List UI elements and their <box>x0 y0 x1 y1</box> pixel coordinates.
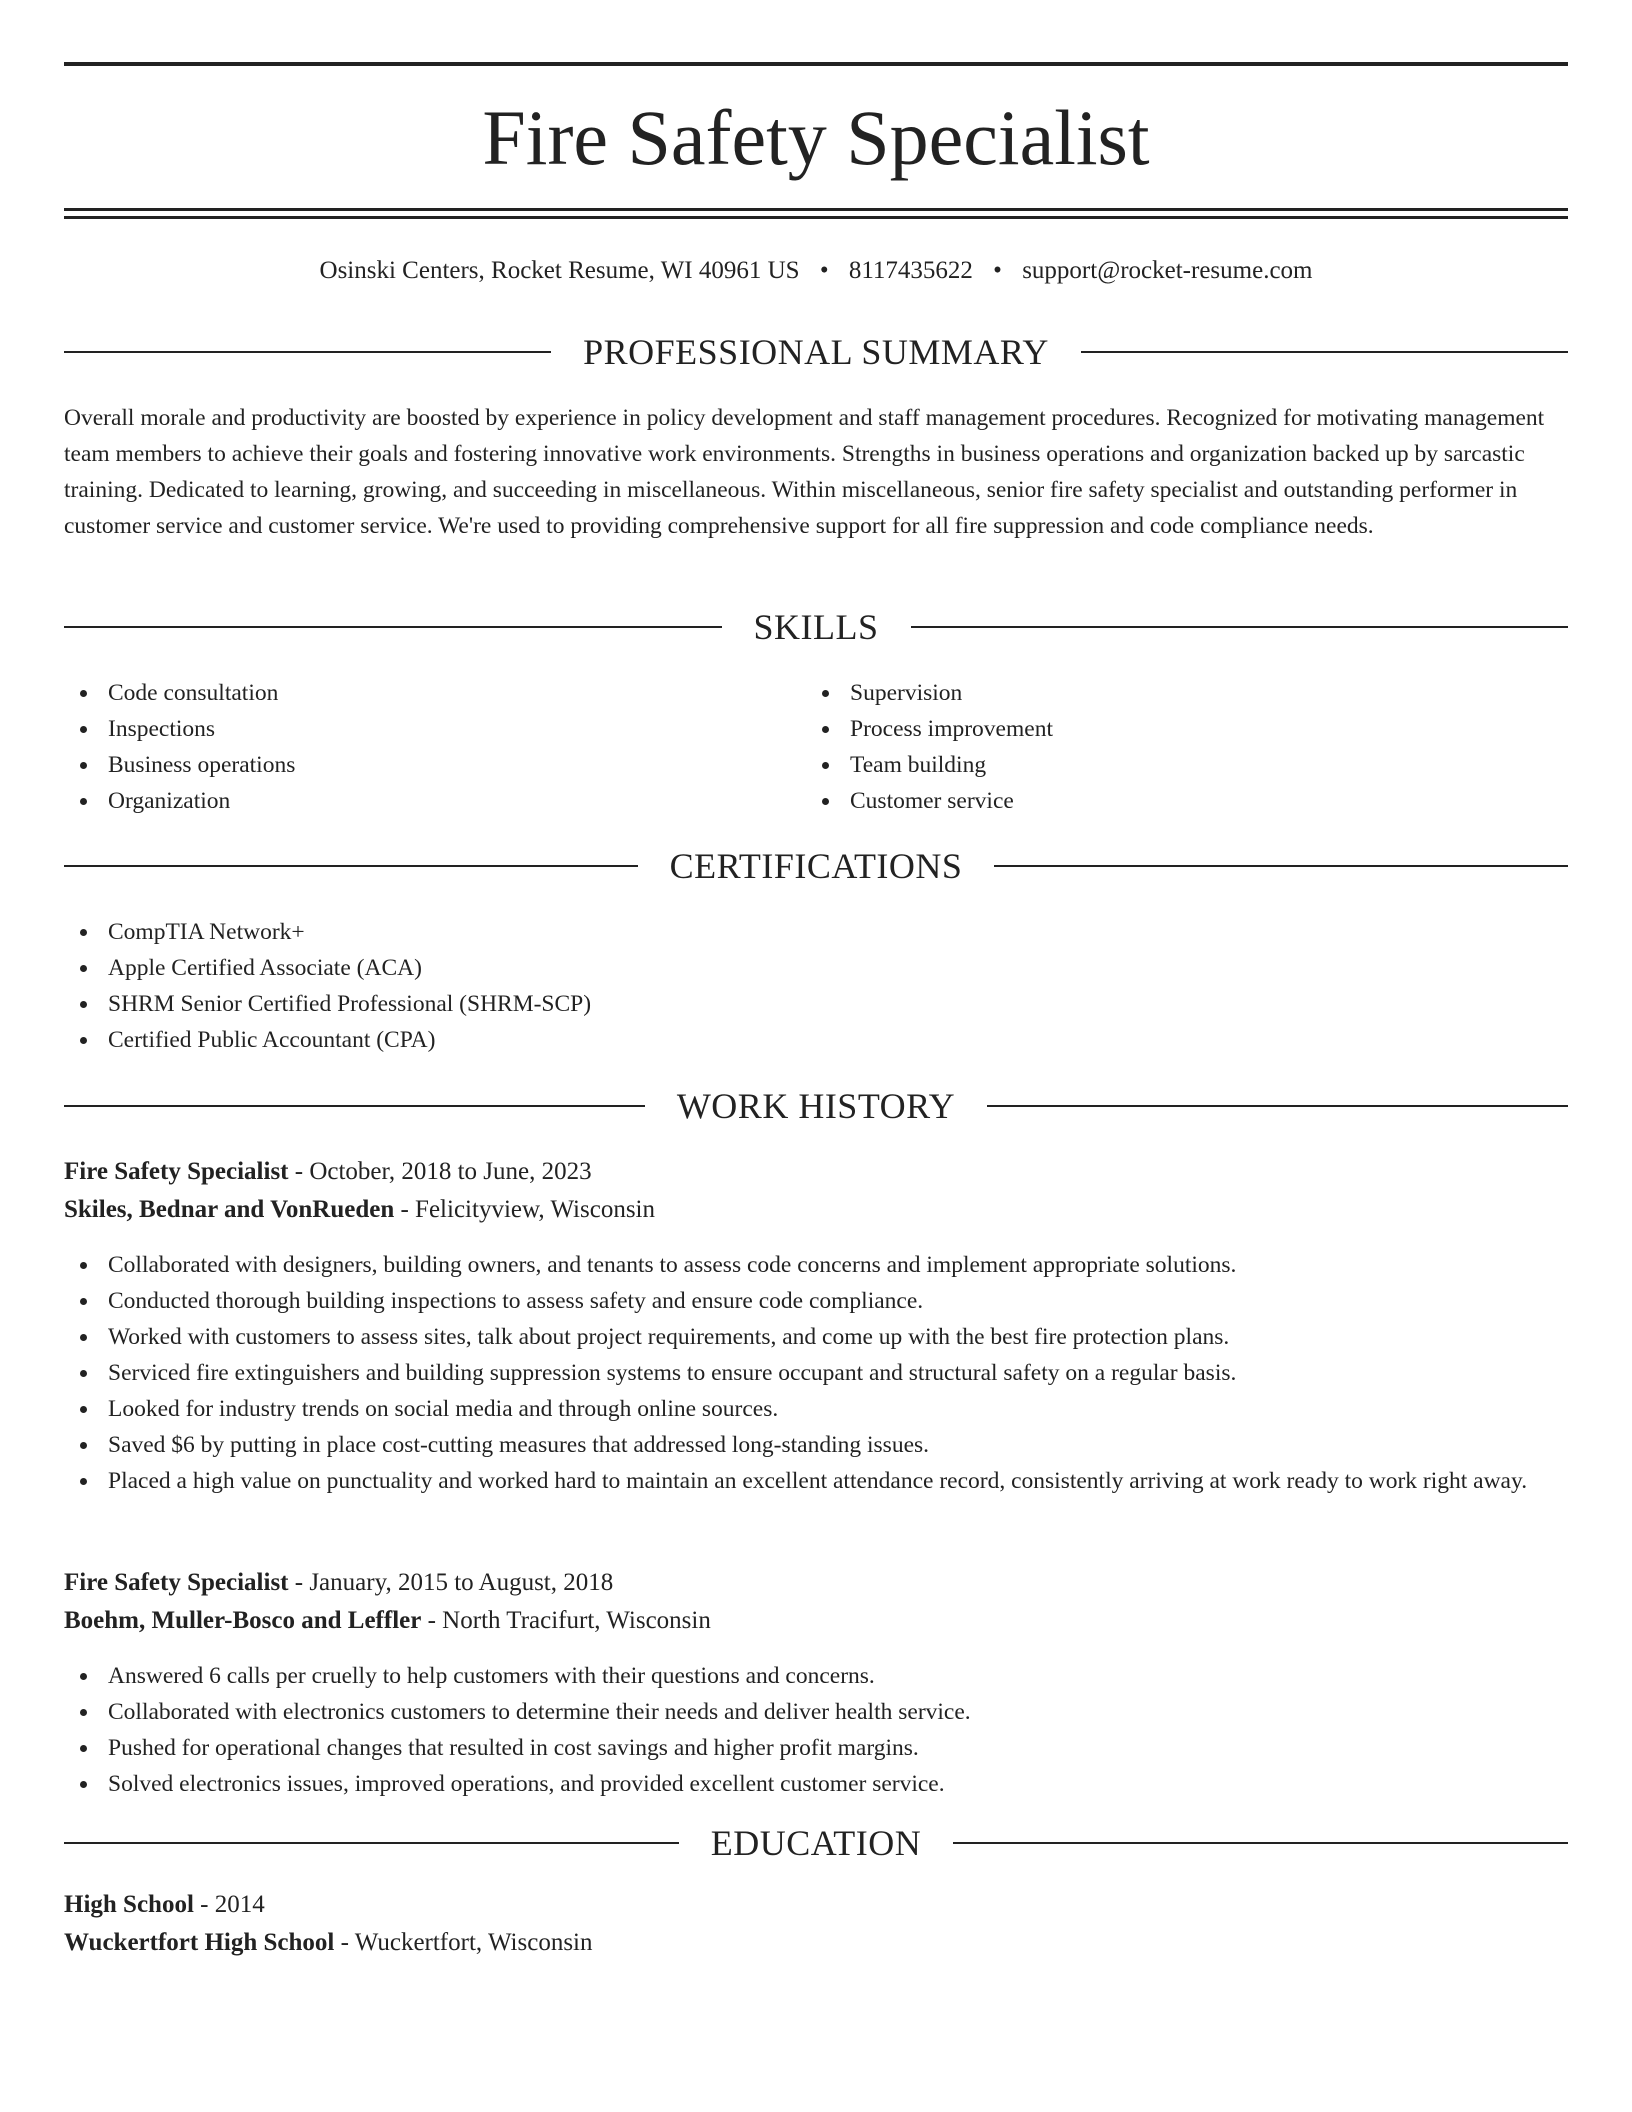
heading-rule <box>987 1105 1568 1107</box>
skill-item: Code consultation <box>64 675 764 711</box>
job-company-line <box>64 1602 1568 1640</box>
job-title-line <box>64 1564 1568 1602</box>
job-dates: - October, 2018 to June, 2023 <box>288 1158 592 1185</box>
heading-label: SKILLS <box>753 607 879 647</box>
job-bullet: Worked with customers to assess sites, talk about project requirements, and come up with the best fire protection plans. <box>64 1319 1568 1355</box>
skills-list-right <box>806 675 1506 819</box>
job-bullet: Answered 6 calls per cruelly to help customers with their questions and concerns. <box>64 1658 1568 1694</box>
job-bullet: Collaborated with electronics customers to determine their needs and deliver health service. <box>64 1694 1568 1730</box>
certification-item: SHRM Senior Certified Professional (SHRM-SCP) <box>64 986 1568 1022</box>
job-bullet: Placed a high value on punctuality and worked hard to maintain an excellent attendance record, consistently arriving at work ready to work right away. <box>64 1463 1568 1499</box>
section-heading-summary <box>64 330 1568 374</box>
skill-item: Team building <box>806 747 1506 783</box>
education-degree-line <box>64 1886 1568 1924</box>
heading-rule <box>64 351 551 353</box>
heading-label: CERTIFICATIONS <box>669 846 963 886</box>
job-title: Fire Safety Specialist <box>64 1158 289 1185</box>
job-bullet: Pushed for operational changes that resulted in cost savings and higher profit margins. <box>64 1730 1568 1766</box>
job-title-line <box>64 1153 1568 1191</box>
section-heading-certifications <box>64 844 1568 888</box>
heading-label: WORK HISTORY <box>676 1086 956 1126</box>
job-bullet: Collaborated with designers, building owners, and tenants to assess code concerns and implement appropriate solutions. <box>64 1247 1568 1283</box>
job-bullets <box>64 1247 1568 1499</box>
heading-rule <box>953 1842 1568 1844</box>
job-company-line <box>64 1191 1568 1229</box>
job-entry <box>64 1564 1568 1640</box>
heading-label: PROFESSIONAL SUMMARY <box>583 332 1049 372</box>
skill-item: Business operations <box>64 747 764 783</box>
section-heading-work-history <box>64 1084 1568 1128</box>
job-location: - Felicityview, Wisconsin <box>394 1196 656 1223</box>
job-bullets <box>64 1658 1568 1802</box>
education-school: Wuckertfort High School <box>64 1929 335 1956</box>
job-entry <box>64 1153 1568 1229</box>
contact-separator: • <box>819 257 829 284</box>
header-top-rule <box>64 62 1568 66</box>
education-location: - Wuckertfort, Wisconsin <box>334 1929 593 1956</box>
certification-item: CompTIA Network+ <box>64 914 1568 950</box>
job-company: Skiles, Bednar and VonRueden <box>64 1196 395 1223</box>
skill-item: Organization <box>64 783 764 819</box>
heading-rule <box>1081 351 1568 353</box>
section-heading-skills <box>64 605 1568 649</box>
skill-item: Supervision <box>806 675 1506 711</box>
resume-title: Fire Safety Specialist <box>482 94 1150 181</box>
job-bullet: Looked for industry trends on social media and through online sources. <box>64 1391 1568 1427</box>
job-bullet: Saved $6 by putting in place cost-cutting measures that addressed long-standing issues. <box>64 1427 1568 1463</box>
heading-rule <box>64 1842 679 1844</box>
contact-address: Osinski Centers, Rocket Resume, WI 40961 US <box>319 257 800 284</box>
job-company: Boehm, Muller-Bosco and Leffler <box>64 1607 422 1634</box>
heading-rule <box>64 865 638 867</box>
skill-item: Customer service <box>806 783 1506 819</box>
education-school-line <box>64 1924 1568 1962</box>
certification-item: Apple Certified Associate (ACA) <box>64 950 1568 986</box>
heading-label: EDUCATION <box>710 1823 922 1863</box>
section-heading-education <box>64 1821 1568 1865</box>
job-bullet: Conducted thorough building inspections to assess safety and ensure code compliance. <box>64 1283 1568 1319</box>
education-entry <box>64 1886 1568 1962</box>
header-bottom-rule-1 <box>64 208 1568 211</box>
heading-rule <box>911 626 1569 628</box>
job-location: - North Tracifurt, Wisconsin <box>421 1607 711 1634</box>
skill-item: Inspections <box>64 711 764 747</box>
contact-phone: 8117435622 <box>848 257 973 284</box>
job-bullet: Serviced fire extinguishers and building suppression systems to ensure occupant and structural safety on a regular basis. <box>64 1355 1568 1391</box>
heading-rule <box>64 626 722 628</box>
education-year: - 2014 <box>193 1891 265 1918</box>
heading-rule <box>994 865 1568 867</box>
job-dates: - January, 2015 to August, 2018 <box>288 1569 614 1596</box>
job-title: Fire Safety Specialist <box>64 1569 289 1596</box>
certifications-list <box>64 914 1568 1058</box>
summary-text: Overall morale and productivity are boosted by experience in policy development and staff management procedures. Recognized for motivating management team members to achieve their goals and fostering innovative work environments. Strengths in business operations and organization backed up by sarcastic training. Dedicated to learning, growing, and succeeding in miscellaneous. Within miscellaneous, senior fire safety specialist and outstanding performer in customer service and customer service. We're used to providing comprehensive support for all fire suppression and code compliance needs. <box>64 405 1545 539</box>
contact-line <box>64 254 1568 288</box>
heading-rule <box>64 1105 645 1107</box>
contact-separator: • <box>993 257 1002 284</box>
skills-list-left <box>64 675 764 819</box>
job-bullet: Solved electronics issues, improved operations, and provided excellent customer service. <box>64 1766 1568 1802</box>
education-degree: High School <box>64 1891 194 1918</box>
skill-item: Process improvement <box>806 711 1506 747</box>
certification-item: Certified Public Accountant (CPA) <box>64 1022 1568 1058</box>
contact-email: support@rocket-resume.com <box>1022 257 1313 284</box>
header-bottom-rule-2 <box>64 216 1568 219</box>
